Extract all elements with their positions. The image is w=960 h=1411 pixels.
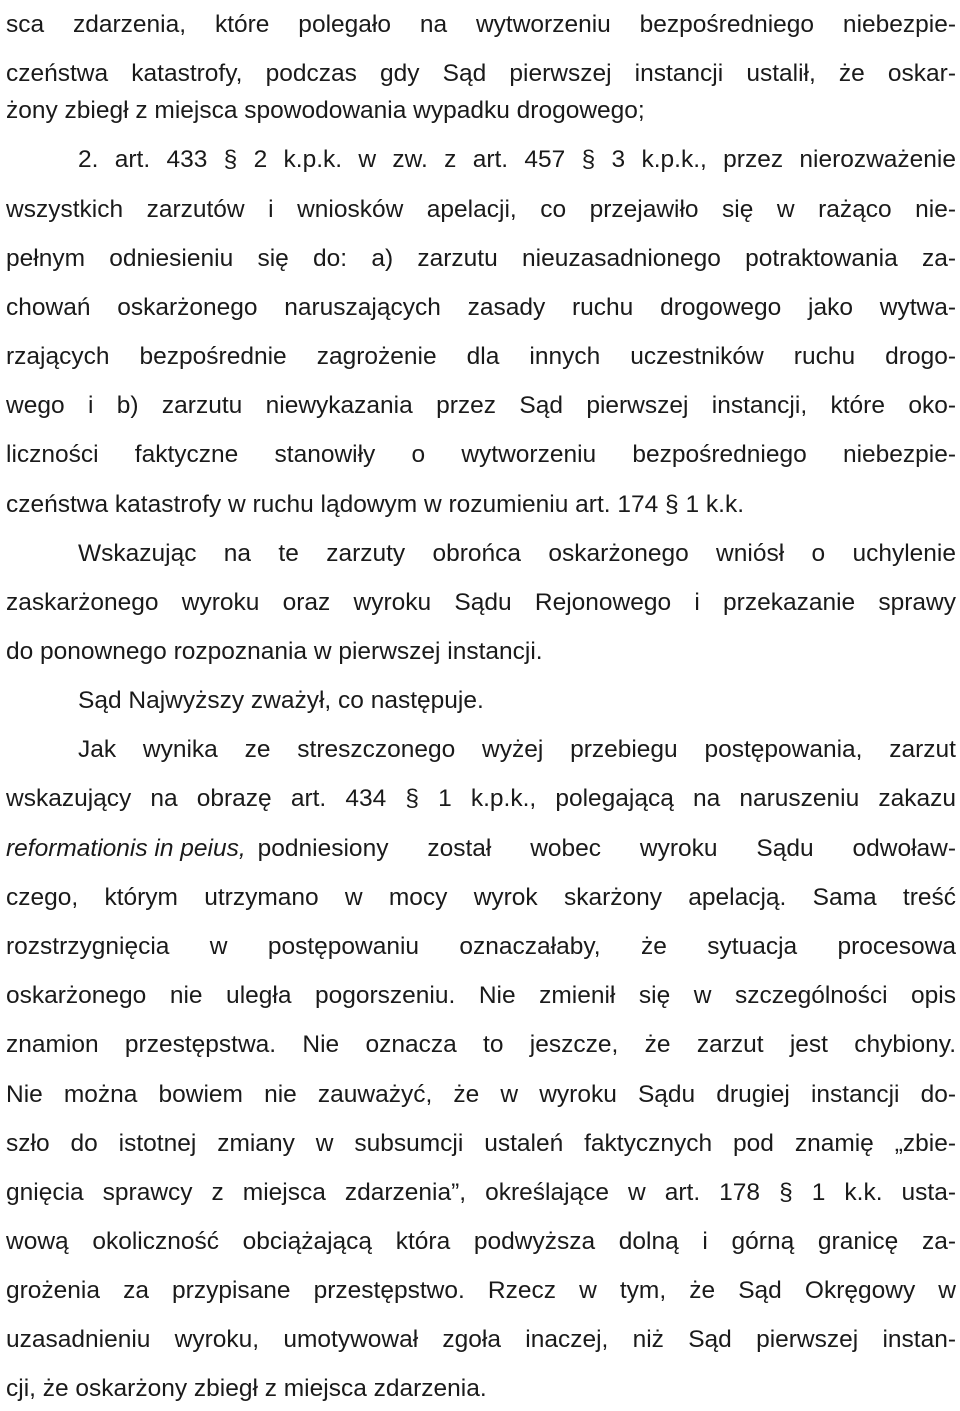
text-line-rest: podniesiony został wobec wyroku Sądu odwoław- <box>257 835 956 862</box>
text-line: gnięcia sprawcy z miejsca zdarzenia”, określające w art. 178 § 1 k.k. usta- <box>6 1179 956 1206</box>
text-line: wszystkich zarzutów i wniosków apelacji, co przejawiło się w rażąco nie- <box>6 196 956 223</box>
text-line: czeństwa katastrofy, podczas gdy Sąd pierwszej instancji ustalił, że oskar- <box>6 60 956 87</box>
text-line: wego i b) zarzutu niewykazania przez Sąd pierwszej instancji, które oko- <box>6 392 956 419</box>
text-line: Wskazując na te zarzuty obrońca oskarżonego wniósł o uchylenie <box>78 540 956 567</box>
text-line: cji, że oskarżony zbiegł z miejsca zdarzenia. <box>6 1375 487 1402</box>
text-line: sca zdarzenia, które polegało na wytworzeniu bezpośredniego niebezpie- <box>6 11 956 38</box>
text-line: Jak wynika ze streszczonego wyżej przebiegu postępowania, zarzut <box>78 736 956 763</box>
text-line: rzających bezpośrednie zagrożenie dla innych uczestników ruchu drogo- <box>6 343 956 370</box>
italic-phrase: reformationis in peius, <box>6 835 246 862</box>
text-line: żony zbiegł z miejsca spowodowania wypadku drogowego; <box>6 97 645 124</box>
text-line: Sąd Najwyższy zważył, co następuje. <box>78 687 484 714</box>
text-line: rozstrzygnięcia w postępowaniu oznaczałaby, że sytuacja procesowa <box>6 933 956 960</box>
text-line: znamion przestępstwa. Nie oznacza to jeszcze, że zarzut jest chybiony. <box>6 1031 956 1058</box>
text-line: wową okoliczność obciążającą która podwyższa dolną i górną granicę za- <box>6 1228 956 1255</box>
text-line: 2. art. 433 § 2 k.p.k. w zw. z art. 457 § 3 k.p.k., przez nierozważenie <box>78 146 956 173</box>
text-line: liczności faktyczne stanowiły o wytworzeniu bezpośredniego niebezpie- <box>6 441 956 468</box>
text-line: Nie można bowiem nie zauważyć, że w wyroku Sądu drugiej instancji do- <box>6 1081 956 1108</box>
text-line-with-italic <box>6 834 956 864</box>
text-line: wskazujący na obrazę art. 434 § 1 k.p.k., polegającą na naruszeniu zakazu <box>6 785 956 812</box>
text-line: do ponownego rozpoznania w pierwszej instancji. <box>6 638 543 665</box>
text-line: uzasadnieniu wyroku, umotywował zgoła inaczej, niż Sąd pierwszej instan- <box>6 1326 956 1353</box>
text-line: chowań oskarżonego naruszających zasady ruchu drogowego jako wytwa- <box>6 294 956 321</box>
text-line: szło do istotnej zmiany w subsumcji ustaleń faktycznych pod znamię „zbie- <box>6 1130 956 1157</box>
text-line: zaskarżonego wyroku oraz wyroku Sądu Rejonowego i przekazanie sprawy <box>6 589 956 616</box>
text-line: czego, którym utrzymano w mocy wyrok skarżony apelacją. Sama treść <box>6 884 956 911</box>
text-line: czeństwa katastrofy w ruchu lądowym w rozumieniu art. 174 § 1 k.k. <box>6 491 745 518</box>
text-line: grożenia za przypisane przestępstwo. Rzecz w tym, że Sąd Okręgowy w <box>6 1277 956 1304</box>
text-line: oskarżonego nie uległa pogorszeniu. Nie zmienił się w szczególności opis <box>6 982 956 1009</box>
text-line: pełnym odniesieniu się do: a) zarzutu nieuzasadnionego potraktowania za- <box>6 245 956 272</box>
